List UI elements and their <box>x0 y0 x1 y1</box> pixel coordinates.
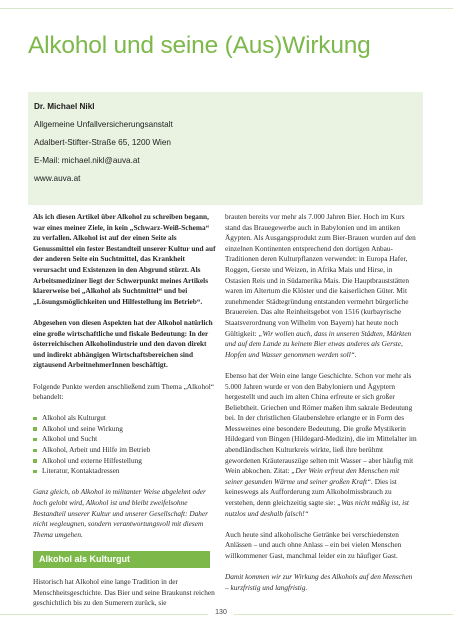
page-number: 130 <box>215 609 227 616</box>
italic-paragraph: Ganz gleich, ob Alkohol in militanter Weise abgelehnt oder hoch gelobt wird, Alkohol ist und bleibt zweifelsohne Bestandteil unserer Kultur und unserer Gesellschaft: Daher nicht wegleugnen, sondern verantwortungsvoll mit diesem Thema umgehen. <box>33 487 208 539</box>
author-organization: Allgemeine Unfallversicherungsanstalt <box>34 120 173 129</box>
list-item: Alkohol, Arbeit und Hilfe im Betrieb <box>33 445 218 456</box>
page-title: Alkohol und seine (Aus)Wirkung <box>28 32 371 59</box>
points-intro: Folgende Punkte werden anschließend zum Thema „Alkohol“ behandelt: <box>33 381 215 402</box>
history-paragraph: Historisch hat Alkohol eine lange Tradition in der Menschheitsgeschichte. Das Bier und seine Braukunst reichen geschichtlich bis zu den Sumerern zurück, sie <box>33 577 215 608</box>
list-item: Literatur, Kontaktadressen <box>33 466 218 477</box>
left-column <box>33 212 218 619</box>
list-item: Alkohol und Sucht <box>33 434 218 445</box>
author-info-box <box>28 92 423 205</box>
list-item: Alkohol und seine Wirkung <box>33 424 218 435</box>
footer-rule-right <box>234 614 453 615</box>
transition-paragraph: Damit kommen wir zur Wirkung des Alkohols auf den Menschen – kurzfristig und langfristig. <box>225 572 413 592</box>
beer-history-paragraph: brauten bereits vor mehr als 7.000 Jahren Bier. Hoch im Kurs stand das Brauegewerbe auch in Babylonien und im antiken Ägypten. Als Ausgangsprodukt zum Bier-Brauen wurden auf den einzelnen Kontinenten entsprechend den dortigen Anbau-Traditionen deren Kulturpflanzen verwendet: in Europa Hafer, Roggen, Gerste und Weizen, in Afrika Mais und Hirse, in Ostasien Reis und in Südamerika Mais. Die Hauptbrauststätten waren im Altertum die Klöster und die kaiserlichen Güter. Mit zunehmender Städtegründung entstanden vermehrt bürgerliche Brauereien. Das alte Reinheitsgebot von 1516 (kurbayrische Staatsverordnung von Wilhelm von Bayern) hat heute noch Gültigkeit: „Wir wollen auch, dass in unseren Städten, Märkten und auf dem Lande zu keinem Bier etwas anderes als Gerste, Hopfen und Wasser genommen werden soll“. <box>225 212 416 359</box>
bullet-icon <box>33 470 37 474</box>
intro-paragraph-2: Abgesehen von diesen Aspekten hat der Alkohol natürlich eine große wirtschaftliche und fiskale Bedeutung: In der österreichischen Alkoholindustrie und den davon direkt und indirekt abhängigen Wirtschaftsbereichen sind zigtausend ArbeitnehmerInnen beschäftigt. <box>33 317 213 370</box>
author-email[interactable]: E-Mail: michael.nikl@auva.at <box>34 156 140 165</box>
wine-history-paragraph: Ebenso hat der Wein eine lange Geschichte. Schon vor mehr als 5.000 Jahren wurde er von den Babyloniern und Ägyptern hergestellt und auch im alten China erfreute er sich großer Beliebtheit. Griechen und Römer maßen ihm sakrale Bedeutung bei. In der christlichen Glaubenslehre erlangte er in Form des Messweines eine besondere Bedeutung. Die große Mystikerin Hildegard von Bingen (Hildegard-Medizin), die im Mittelalter im abendländischen Kulturkreis wirkte, ließ ihre berühmt gewordenen Kräuterauszüge selten mit Wasser – aber häufig mit Wein abkochen. Zitat: „Der Wein erfreut den Menschen mit seiner gesunden Wärme und seiner großen Kraft“. Dies ist keineswegs als Aufforderung zum Alkoholmissbrauch zu verstehen, denn gleichzeitig sagte sie: „Was nicht mäßig ist, ist nutzlos und deshalb falsch!“ <box>225 370 417 518</box>
intro-paragraph-1: Als ich diesen Artikel über Alkohol zu schreiben begann, war eines meiner Ziele, in kein „Schwarz-Weiß-Schema“ zu verfallen. Alkohol ist auf der einen Seite als Genussmittel ein fester Bestandteil unserer Kultur und auf der anderen Seite ein Suchtmittel, das Krankheit verursacht und Existenzen in den Abgrund stürzt. Als Arbeitsmediziner liegt der Schwerpunkt meines Artikels klarerweise bei „Alkohol als Suchtmittel“ und bei „Lösungsmöglichkeiten und Hilfestellung im Betrieb“. <box>33 212 216 306</box>
list-item: Alkohol als Kulturgut <box>33 413 218 424</box>
author-address: Adalbert-Stifter-Straße 65, 1200 Wien <box>34 138 171 147</box>
right-column <box>225 212 417 604</box>
today-paragraph: Auch heute sind alkoholische Getränke bei verschiedensten Anlässen – und auch ohne Anlass – ein bei vielen Menschen willkommener Gast, manchmal leider ein zu häufiger Gast. <box>225 529 402 560</box>
bullet-icon <box>33 417 37 421</box>
footer-rule-left <box>0 614 208 615</box>
section-heading-kulturgut: Alkohol als Kulturgut <box>33 551 210 568</box>
author-name: Dr. Michael Nikl <box>34 102 95 111</box>
bullet-icon <box>33 438 37 442</box>
bullet-icon <box>33 427 37 431</box>
topics-list <box>33 413 218 477</box>
author-website[interactable]: www.auva.at <box>34 174 81 183</box>
bullet-icon <box>33 459 37 463</box>
header-rule <box>0 8 453 9</box>
list-item: Alkohol und externe Hilfestellung <box>33 456 218 467</box>
bullet-icon <box>33 449 37 453</box>
